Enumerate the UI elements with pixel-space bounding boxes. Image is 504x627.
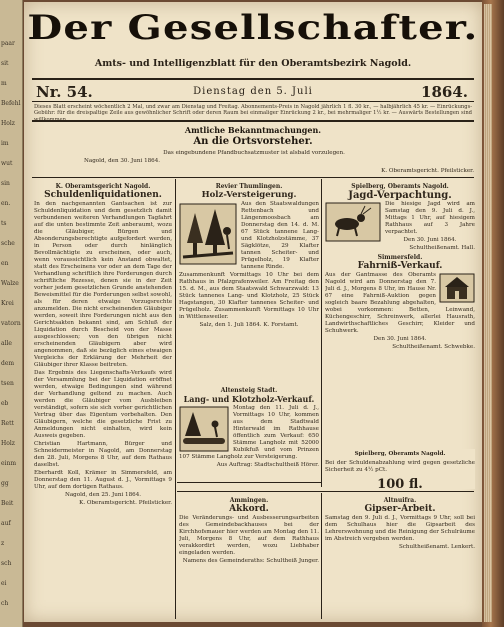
spine-fragment: einm bbox=[1, 460, 17, 467]
section-rule bbox=[32, 177, 474, 178]
spine-fragment: ei bbox=[1, 580, 7, 587]
bottom1-body: Die Veränderungs- und Ausbesserungsarbeiten des Gemeindebackhauses bei der Kirchhofsmauer hier werden am Montag den 11. Juli, Morgens 8 Uhr, auf dem Rathhaus verakkordirt werden, wozu Liebhaber eingeladen werden. bbox=[179, 515, 319, 556]
bottom2-body: Samstag den 9. Juli d. J., Vormittags 9 Uhr, soll bei dem Schulhaus hier die Gipsarbeit des Lehrerswohnung und die Reinigung der Schulräume im Abstreich vergeben werden. bbox=[325, 515, 475, 542]
col1-body2: Das Ergebnis des Liegenschafts-Verkaufs wird der Versammlung bei der Liquidation eröffnet werden, etwaige Bedingungen sind während der Verhandlung geltend zu machen. Auch werden die Gläubiger vom Ausbleiben verständigt, sofern sie sich vorher gerichtlichen Vertrag über das Eigentum vorbehalten. Den Gläubigern, welche die gesetzliche Frist zu Anmeldungen nicht einhalten, wird kein Ausweis gegeben. bbox=[34, 370, 172, 439]
spine-fragment: alle bbox=[1, 340, 12, 347]
spine-fragment: sche bbox=[1, 240, 15, 247]
spine-fragment: Holz bbox=[1, 440, 15, 447]
col1-title: Schuldenliquidationen. bbox=[44, 190, 162, 200]
spine-fragment: vatorn bbox=[1, 320, 21, 327]
column-divider-1 bbox=[175, 179, 176, 619]
col3-body3: Bei der Schuldenabzahlung wird gegen gesetzliche Sicherheit zu 4½ pCt. bbox=[325, 460, 475, 473]
section-heading: Amtliche Bekanntmachungen. bbox=[184, 125, 322, 135]
spine-fragment: tsen bbox=[1, 380, 14, 387]
page-stack-edge bbox=[484, 4, 492, 622]
col2-title2: Lang- und Klotzholz-Verkauf. bbox=[183, 394, 315, 404]
column-bottom-2 bbox=[325, 495, 475, 617]
bottom1-issuer: Ammingen. bbox=[229, 497, 269, 504]
col3-issuer3: Spielberg, Oberamts Nagold. bbox=[354, 451, 446, 457]
spine-fragment: en bbox=[1, 260, 9, 267]
bottom1-signature: Namens des Gemeinderaths: Schultheiß Junger. bbox=[182, 558, 319, 564]
col1-case2: Eberhardt Koll, Krämer in Simmersfeld, am Donnerstag den 11. August d. J., Vormittags 9 Uhr, auf dem dortigen Rathaus. bbox=[34, 470, 172, 490]
woodcut-house-icon bbox=[439, 273, 475, 303]
col2-body3: Montag den 11. Juli d. J., Vormittags 10 Uhr, kommen aus dem Stadtwald Hinterwald im Rathhause öffentlich zum Verkauf: 650 Stämme Langholz mit 52000 Kubikfuß und vom Prinzen 107 Stämme Langholz zur Versteigerung. bbox=[179, 405, 319, 460]
col3-date: Den 30. Juni 1864. bbox=[403, 237, 457, 243]
col3-issuer: Spielberg, Oberamts Nagold. bbox=[351, 183, 449, 190]
col1-body: In den nachgenannten Gantsachen ist zur Schuldenliquidation und dem gesetzlich damit verbundenen weiteren Verhandlungen Tagfahrt auf die unten bestimmte Zeit anberaumt, wozu die Gläubiger, Bürgen und Absonderungsberechtigte aufgefordert werden, in Person oder durch hinlänglich Bevollmächtigte zu erscheinen, oder auch, wenn voraussichtlich kein Anstand obwaltet, statt des Erscheinens vor oder an dem Tage der Verhandlung schriftlich ihre Forderungen durch schriftliche Rezesse, denen sie in der Zeit vorher jedem gesetzlichen Grunde anstehenden Beweismittel für die Forderungen selbst sowohl, als für deren etwaige Vorzugsrechte anzumelden. Die nicht erscheinenden Gläubiger werden, soweit ihre Forderungen nicht aus den Gerichtsakten bekannt sind, am Schluß der Liquidation durch Bescheid von der Masse ausgeschlossen; von den übrigen nicht erscheinenden Gläubigern aber wird angenommen, daß sie bezüglich eines etwaigen Vergleichs der Erklärung der Mehrheit der Gläubiger ihrer Klasse beitreten. bbox=[34, 201, 172, 368]
col3-issuer2: Simmersfeld. bbox=[377, 254, 423, 261]
woodcut-forestry-icon bbox=[179, 203, 237, 265]
issue-date: Dienstag den 5. Juli bbox=[193, 86, 313, 97]
col2-date: Salz, den 1. Juli 1864. bbox=[199, 322, 262, 328]
adjacent-page-spine bbox=[0, 0, 23, 627]
col2-body2: Zusammenkunft Vormittags 10 Uhr bei dem Rathhaus in Pfalzgrafenweiler. Am Freitag den 15. d. M., aus dem Staatswald Schwarzwald: 13 Stück tannenes Lang- und Klotzholz, 25 Stück Hagstangen, 30 Klafter tannenes Scheiter- und Prügelholz. Zusammenkunft Vormittags 10 Uhr in Wittlensweiler. bbox=[179, 272, 319, 320]
spine-fragment: wut bbox=[1, 160, 13, 167]
col3-body2: Aus der Gantmasse des Oberamts Nagold wird am Donnerstag den 7. Juli d. J., Morgens 8 Uhr, im Hause Nr. 67 eine Fahrniß-Auktion gegen sogleich baare Bezahlung abgehalten, wobei vorkommen: Betten, Leinwand, Küchengeschirr, Schreinwerk, allerlei Hausrath, Landwirthschaftliches Geschirr, Kleider und Schuhwerk. bbox=[325, 272, 475, 334]
col3-signature: Schultheißenamt. Hall. bbox=[409, 245, 475, 251]
spine-fragment: gg bbox=[1, 480, 9, 487]
col2-issuer2: Altensteig Stadt. bbox=[220, 387, 278, 394]
woodcut-hunting-icon bbox=[325, 202, 381, 242]
spine-fragment: sch bbox=[1, 560, 12, 567]
bottom2-title: Gipser-Arbeit. bbox=[364, 504, 436, 514]
masthead-subtitle: Amts- und Intelligenzblatt für den Oberamtsbezirk Nagold. bbox=[94, 58, 412, 69]
bottom2-signature-ref: Schultheißenamt. Lenkert. bbox=[398, 544, 475, 550]
col2-rule bbox=[177, 482, 321, 483]
spine-fragment: m bbox=[1, 80, 7, 87]
subscription-notice: Dieses Blatt erscheint wöchentlich 2 Mal, und zwar am Dienstag und Freitag. Abonnements-Preis in Nagold jährlich 1 fl. 30 kr., — halbjährlich 45 kr. — Einrückungs-Gebühr: für die dreispaltige Zeile aus gewöhnlicher Schrift oder deren Raum bei einmaliger Einrückung 2 kr., bei mehrmaliger 1½ kr. — Auswärts Bestellungen sind willkommen. bbox=[34, 104, 472, 123]
col1-date: Nagold, den 25. Juni 1864. bbox=[64, 492, 142, 498]
col1-case1: Christian Hartmann, Bürger und Schneidermeister in Nagold, am Donnerstag den 28. Juli, Morgens 8 Uhr, auf dem Rathaus daselbst. bbox=[34, 441, 172, 468]
col3-title: Jagd-Verpachtung. bbox=[348, 190, 452, 201]
col1-issuer: K. Oberamtsgericht Nagold. bbox=[55, 183, 151, 190]
col2-signature2: Aus Auftrag: Stadtschultheiß Hörer. bbox=[216, 462, 319, 468]
spine-fragment: z bbox=[1, 540, 5, 547]
masthead-rule bbox=[32, 78, 474, 82]
issue-year: 1864. bbox=[421, 83, 468, 101]
issue-line bbox=[34, 83, 472, 101]
column-2-lower bbox=[179, 385, 319, 481]
col1-signature: K. Oberamtsgericht. Pfeilsticker. bbox=[79, 500, 172, 506]
spine-fragment: ch bbox=[1, 600, 9, 607]
bottom2-issuer: Altnuifra. bbox=[383, 497, 417, 504]
column-1 bbox=[34, 181, 172, 616]
woodcut-logging-icon bbox=[179, 406, 229, 452]
spine-fragment: eb bbox=[1, 400, 9, 407]
lower-rule bbox=[177, 491, 474, 492]
spine-fragment: dem bbox=[1, 360, 15, 367]
subsection-heading: An die Ortsvorsteher. bbox=[193, 136, 313, 147]
issue-number: Nr. 54. bbox=[36, 83, 93, 101]
intro-signature: K. Oberamtsgericht. Pfeilsticker. bbox=[381, 168, 474, 174]
spine-fragment: Krei bbox=[1, 300, 14, 307]
spine-fragment: Holz bbox=[1, 120, 15, 127]
issue-rule bbox=[32, 101, 474, 102]
spine-fragment: sit bbox=[1, 60, 9, 67]
col2-signature: K. Forstamt. bbox=[263, 322, 299, 328]
col3-body: Die hiesige Jagd wird am Samstag den 9. Juli d. J., Mittags 1 Uhr, auf hiesigem Rathhaus auf 3 Jahre verpachtet. bbox=[385, 201, 475, 235]
spine-fragment: im bbox=[1, 140, 9, 147]
column-divider-2 bbox=[321, 179, 322, 487]
spine-fragment: Beit bbox=[1, 500, 14, 507]
notice-rule bbox=[32, 120, 474, 124]
bottom1-title: Akkord. bbox=[229, 504, 269, 514]
spine-fragment: en. bbox=[1, 200, 11, 207]
col2-body: Aus den Staatswaldungen Rettenbach und Längenmoosbach am Donnerstag den 14. d. M. 67 Stück tannene Lang- und Klotzholzstämme, 37 Sägklötze, 29 Klafter tannen Scheiter- und Prügelholz, 19 Klafter tannene Rinde. bbox=[241, 201, 319, 270]
col3-title2: Fahrniß-Verkauf. bbox=[357, 261, 443, 271]
column-bottom-1 bbox=[179, 495, 319, 617]
col3-date2: Den 30. Juni 1864. bbox=[373, 336, 427, 342]
col2-issuer: Revier Thumlingen. bbox=[215, 183, 283, 190]
spine-fragment: auf bbox=[1, 520, 11, 527]
spine-fragment: Walze bbox=[1, 280, 19, 287]
column-3 bbox=[325, 181, 475, 487]
column-divider-3 bbox=[321, 493, 322, 619]
spine-fragment: paar bbox=[1, 40, 15, 47]
loan-amount: 100 fl. bbox=[377, 477, 423, 492]
intro-text: Das eingebundene Pfandbuchsatzmuster ist alsbald vorzulegen. bbox=[163, 150, 345, 156]
masthead-title: Der Gesellschafter. bbox=[27, 8, 479, 48]
spine-fragment: Rett bbox=[1, 420, 14, 427]
col2-title: Holz-Versteigerung. bbox=[201, 190, 297, 200]
col3-signature2: Schultheißenamt. Schwebke. bbox=[392, 344, 475, 350]
spine-fragment: sin bbox=[1, 180, 10, 187]
col2-date-signature bbox=[179, 322, 319, 329]
newspaper-page bbox=[24, 2, 482, 622]
spine-fragment: ts bbox=[1, 220, 7, 227]
spine-fragment: Befehl bbox=[1, 100, 21, 107]
intro-date: Nagold, den 30. Juni 1864. bbox=[84, 158, 161, 164]
